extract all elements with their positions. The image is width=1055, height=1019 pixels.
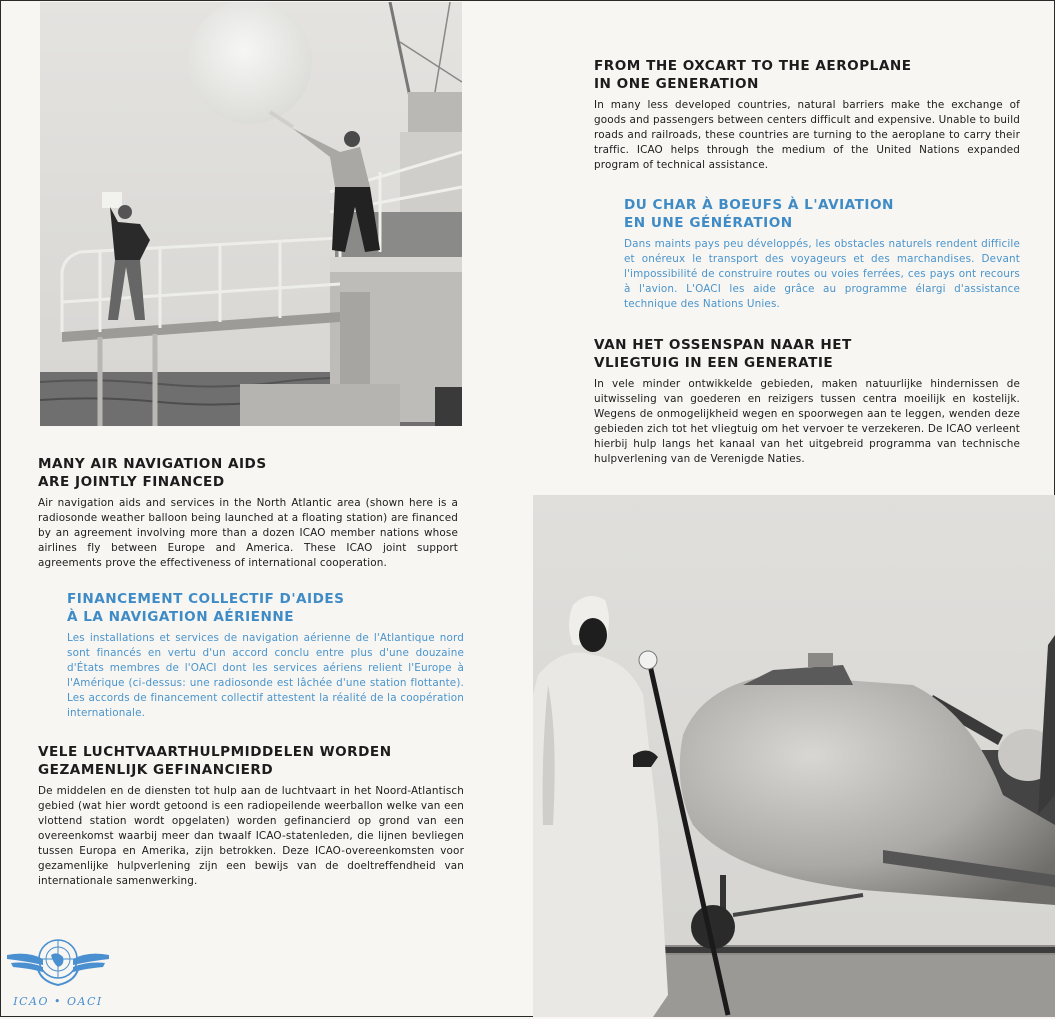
section-oxcart-en xyxy=(594,57,1020,173)
heading-line: IN ONE GENERATION xyxy=(594,76,759,92)
aircraft-photo xyxy=(533,495,1055,1017)
heading-line: À LA NAVIGATION AÉRIENNE xyxy=(67,609,294,625)
heading-line: ARE JOINTLY FINANCED xyxy=(38,474,225,490)
heading-line: FROM THE OXCART TO THE AEROPLANE xyxy=(594,58,912,74)
heading-line: GEZAMENLIJK GEFINANCIERD xyxy=(38,762,274,778)
section-body: Dans maints pays peu développés, les obstacles naturels rendent difficile et onéreux le transport des voyageurs et des marchandises. Devant l'impossibilité de construire routes ou voies ferrées, ces pays ont recours à l'avion. L'OACI les aide grâce au programme élargi d'assistance technique des Nations Unies. xyxy=(624,238,1020,310)
section-oxcart-fr xyxy=(624,196,1020,312)
heading-line: VAN HET OSSENSPAN NAAR HET xyxy=(594,337,852,353)
section-body: Air navigation aids and services in the North Atlantic area (shown here is a radiosonde weather balloon being launched at a floating station) are financed by an agreement involving more than a dozen ICAO member nations whose airlines fly between Europe and America. These ICAO joint support agreements prove the effectiveness of international cooperation. xyxy=(38,497,458,569)
icao-logo xyxy=(3,925,113,1015)
icao-emblem-icon xyxy=(3,925,113,1015)
section-oxcart-nl xyxy=(594,336,1020,467)
icao-logo-text: ICAO • OACI xyxy=(13,995,103,1008)
section-body: In many less developed countries, natural barriers make the exchange of goods and passengers between centers difficult and expensive. Unable to build roads and railroads, these countries are turning to the aeroplane to carry their traffic. ICAO helps through the medium of the United Nations expanded program of technical assistance. xyxy=(594,99,1020,171)
balloon-launch-photo xyxy=(40,2,462,426)
section-heading xyxy=(38,455,458,491)
section-body: De middelen en de diensten tot hulp aan de luchtvaart in het Noord-Atlantisch gebied (wat hier wordt getoond is een radiopeilende weerballon welke van een vlottend station wordt opgelaten) worden gefinancierd op grond van een overeenkomst waarbij meer dan twaalf ICAO-statenleden, die lijnen bevliegen tussen Europa en Amerika, zijn betrokken. Deze ICAO-overeenkomsten voor gezamenlijke hulpverlening zijn een bewijs van de doeltreffendheid van internationale samenwerking. xyxy=(38,785,464,887)
section-heading xyxy=(624,196,1020,232)
section-heading xyxy=(594,336,1020,372)
section-navaids-fr xyxy=(67,590,464,721)
section-heading xyxy=(67,590,464,626)
heading-line: VELE LUCHTVAARTHULPMIDDELEN WORDEN xyxy=(38,744,392,760)
section-heading xyxy=(594,57,1020,93)
heading-line: MANY AIR NAVIGATION AIDS xyxy=(38,456,267,472)
section-body: Les installations et services de navigation aérienne de l'Atlantique nord sont financés en vertu d'un accord conclu entre plus d'une douzaine d'États membres de l'OACI dont les services aériens relient l'Europe à l'Amérique (ci-dessus: une radiosonde est lâchée d'une station flottante). Les accords de financement collectif attestent la réalité de la coopération internationale. xyxy=(67,632,464,719)
heading-line: FINANCEMENT COLLECTIF D'AIDES xyxy=(67,591,345,607)
heading-line: DU CHAR À BOEUFS À L'AVIATION xyxy=(624,197,894,213)
heading-line: EN UNE GÉNÉRATION xyxy=(624,215,793,231)
section-heading xyxy=(38,743,464,779)
section-body: In vele minder ontwikkelde gebieden, maken natuurlijke hindernissen de uitwisseling van goederen en reizigers tussen centra moeilijk en kostelijk. Wegens de onmogelijkheid wegen en spoorwegen aan te leggen, wenden deze gebieden zich tot het vliegtuig om het vervoer te verzekeren. De ICAO verleent hierbij hulp langs het kanaal van het uitgebreid programma van technische hulpverlening van de Verenigde Naties. xyxy=(594,378,1020,465)
heading-line: VLIEGTUIG IN EEN GENERATIE xyxy=(594,355,834,371)
section-navaids-nl xyxy=(38,743,464,889)
section-navaids-en xyxy=(38,455,458,571)
